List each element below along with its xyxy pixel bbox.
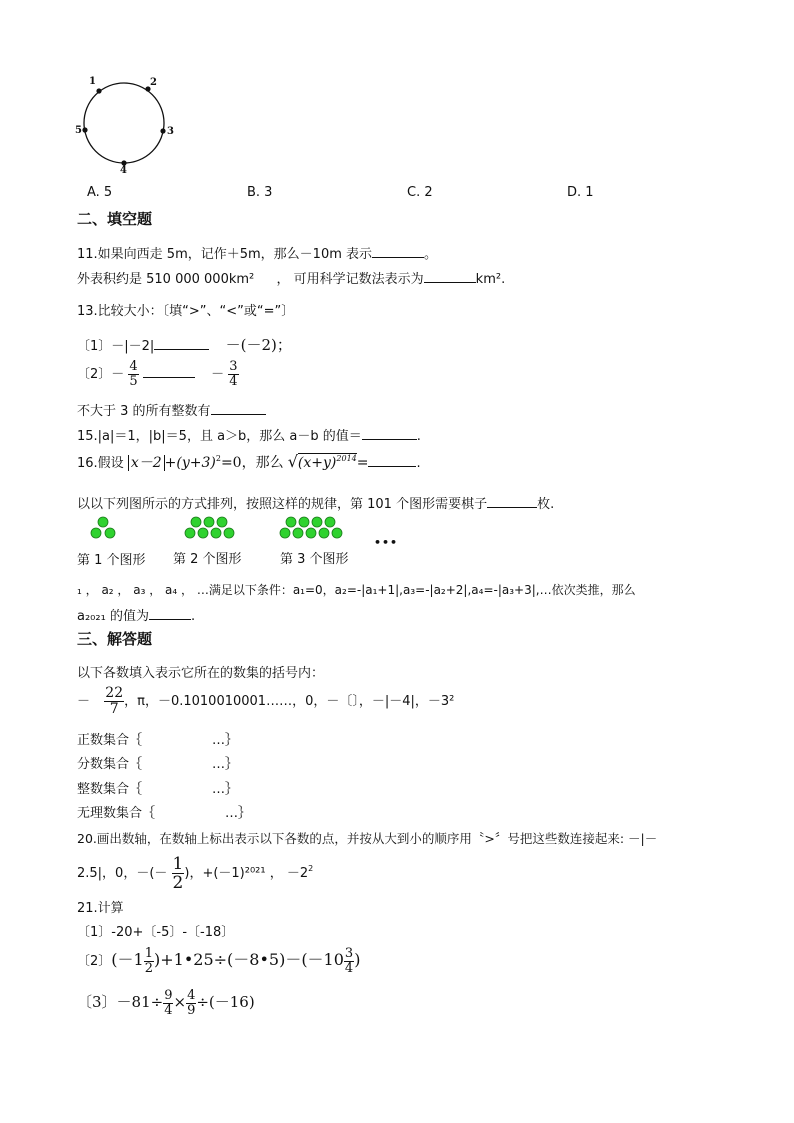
q17-end: 枚.	[537, 497, 555, 512]
q16-blank[interactable]	[368, 454, 416, 467]
q21-p2-fraction-1: $\frac{1}{2}$	[144, 946, 153, 976]
question-12	[77, 268, 505, 287]
bead	[91, 528, 101, 538]
bead	[332, 528, 342, 538]
q14-text: 不大于 3 的所有整数有	[77, 404, 211, 419]
circle-outline	[84, 83, 164, 163]
point-5	[82, 127, 87, 132]
q21-p3-times: ×	[173, 993, 187, 1011]
q16-mid: +(y+3)	[164, 455, 216, 471]
set-name: 正数集合｛	[77, 733, 143, 748]
set-name: 整数集合｛	[77, 782, 143, 797]
q16-eq: =	[356, 455, 369, 471]
q13-p1-right: －(－2)；	[225, 336, 292, 354]
q20-square: 2	[308, 864, 314, 873]
q11-blank[interactable]	[372, 245, 424, 258]
bead	[299, 517, 309, 527]
q21-part-1: 〔1〕-20+〔-5〕-〔-18〕	[77, 925, 235, 940]
bead	[217, 517, 227, 527]
bead	[312, 517, 322, 527]
q20-line2-b: )，+(－1)²⁰²¹ ， －2	[184, 866, 309, 881]
q12-text-a: 外表积约是 510 000 000km²	[77, 272, 255, 287]
q21-part-2	[77, 947, 360, 976]
q19-rest: ，π，－0.1010010001……，0，－〔〕，－|－4|，－3²	[124, 694, 455, 709]
figure-2-label: 第 2 个图形	[173, 552, 242, 567]
q16-root-expr: $(x+y)^{2014}$	[297, 454, 357, 471]
q21-p2-c: )	[354, 950, 361, 969]
q16-square: 2	[215, 454, 221, 463]
q20-line-2	[77, 855, 313, 892]
q13-p2-blank[interactable]	[143, 365, 195, 378]
label-5: 5	[75, 125, 82, 136]
set-name: 分数集合｛	[77, 757, 143, 772]
q19-numbers	[77, 686, 454, 717]
set-irrational	[77, 802, 251, 821]
q19-title: 以下各数填入表示它所在的数集的括号内：	[77, 666, 325, 681]
q12-text-b: ， 可用科学记数法表示为	[276, 272, 424, 287]
bead	[280, 528, 290, 538]
bead	[198, 528, 208, 538]
q17-text: 以以下列图所示的方式排列，按照这样的规律，第 101 个图形需要棋子	[77, 497, 488, 512]
set-end: …｝	[225, 806, 252, 821]
q20-line2-a: 2.5|，0，－(－	[77, 866, 168, 881]
set-name: 无理数集合｛	[77, 806, 156, 821]
q13-p2-label: 〔2〕－	[77, 367, 125, 382]
q18-line2-text: a₂₀₂₁ 的值为	[77, 609, 149, 624]
section-3-title: 三、解答题	[77, 630, 153, 648]
q21-p3-c: ÷(－16)	[196, 993, 255, 1011]
q16-root-sign: √	[287, 452, 298, 471]
bead	[105, 528, 115, 538]
bead	[211, 528, 221, 538]
ellipsis-dots: •••	[374, 536, 399, 549]
figure-1-beads	[90, 516, 130, 540]
bead	[293, 528, 303, 538]
q16-text-a: 16.假设	[77, 456, 124, 471]
q13-title: 13.比较大小：〔填“>”、“<”或“=”〕	[77, 304, 295, 319]
q21-p3-label: 〔3〕－81÷	[77, 993, 164, 1011]
figure-3-label: 第 3 个图形	[280, 552, 349, 567]
q13-p2-minus: －	[211, 367, 225, 382]
q21-title: 21.计算	[77, 901, 124, 916]
q15-end: .	[416, 429, 421, 444]
label-3: 3	[167, 126, 174, 137]
bead	[286, 517, 296, 527]
q18-blank[interactable]	[149, 607, 191, 620]
option-d: D. 1	[567, 185, 594, 200]
q11-end: 。	[424, 247, 438, 262]
q17-blank[interactable]	[487, 495, 537, 508]
figure-3-beads	[279, 516, 359, 540]
set-end: …｝	[212, 757, 239, 772]
q19-fraction: $\frac{22}{7}$	[105, 685, 124, 717]
q20-fraction: $\frac{1}{2}$	[172, 854, 184, 893]
figure-1-label: 第 1 个图形	[77, 553, 146, 568]
q15-blank[interactable]	[362, 427, 417, 440]
question-17	[77, 493, 554, 512]
q12-end: km².	[475, 272, 506, 287]
set-integer	[77, 778, 238, 797]
q20-line-1: 20.画出数轴，在数轴上标出表示以下各数的点，并按从大到小的顺序用〝>〞号把这些数连接起来: －|－	[77, 831, 658, 846]
q15-text: 15.|a|＝1，|b|＝5，且 a＞b，那么 a－b 的值＝	[77, 429, 362, 444]
label-4: 4	[120, 165, 127, 176]
q13-fraction-1: $\frac{4}{5}$	[129, 359, 138, 389]
q16-abs-expr: x－2	[128, 455, 165, 471]
bead	[191, 517, 201, 527]
bead	[185, 528, 195, 538]
q13-fraction-2: $\frac{3}{4}$	[229, 359, 238, 389]
q21-p2-fraction-2: $\frac{3}{4}$	[344, 946, 354, 976]
bead	[319, 528, 329, 538]
bead	[306, 528, 316, 538]
q16-exponent: 2014	[336, 454, 357, 463]
set-positive	[77, 729, 238, 748]
bead	[325, 517, 335, 527]
q18-line-2	[77, 605, 195, 624]
set-fraction	[77, 753, 238, 772]
q21-p3-fraction-2: $\frac{4}{9}$	[187, 988, 196, 1018]
q21-part-3	[77, 989, 255, 1018]
q21-p2-b: )+1•25÷(－8•5)－(－10	[154, 950, 344, 969]
point-1	[96, 88, 101, 93]
label-2: 2	[150, 77, 157, 88]
point-3	[160, 128, 165, 133]
q18-end: .	[190, 609, 196, 624]
option-a: A. 5	[87, 185, 113, 200]
q14-blank[interactable]	[211, 402, 266, 415]
figure-2-beads	[184, 516, 244, 540]
option-c: C. 2	[407, 185, 433, 200]
bead	[224, 528, 234, 538]
q11-text: 11.如果向西走 5m，记作＋5m，那么－10m 表示	[77, 247, 373, 262]
q13-p1-blank[interactable]	[154, 337, 209, 350]
option-b: B. 3	[247, 185, 273, 200]
question-15	[77, 425, 421, 444]
q13-part-2	[77, 360, 239, 389]
q21-p2-label: 〔2〕	[77, 954, 112, 969]
bead	[98, 517, 108, 527]
q18-line-1: ₁ ， a₂ ， a₃ ， a₄ ， …满足以下条件：a₁=0，a₂=-|a₁+1|,a₃=-|a₂+2|,a₄=-|a₃+3|,…依次类推，那么	[77, 583, 636, 597]
set-end: …｝	[212, 782, 239, 797]
section-2-title: 二、填空题	[77, 210, 153, 228]
question-14	[77, 400, 266, 419]
q13-part-1	[77, 334, 292, 355]
label-1: 1	[89, 76, 96, 87]
question-11	[77, 243, 437, 262]
q19-neg: －	[77, 694, 91, 709]
question-16	[77, 452, 421, 472]
q21-p3-fraction-1: $\frac{9}{4}$	[164, 988, 173, 1018]
bead	[204, 517, 214, 527]
q16-eq0: =0，那么	[220, 455, 284, 471]
q12-blank[interactable]	[424, 270, 476, 283]
q13-p1-label: 〔1〕－|－2|	[77, 339, 155, 354]
set-end: …｝	[212, 733, 239, 748]
q16-end: .	[416, 456, 421, 471]
q21-p2-a: (－1	[111, 950, 144, 969]
